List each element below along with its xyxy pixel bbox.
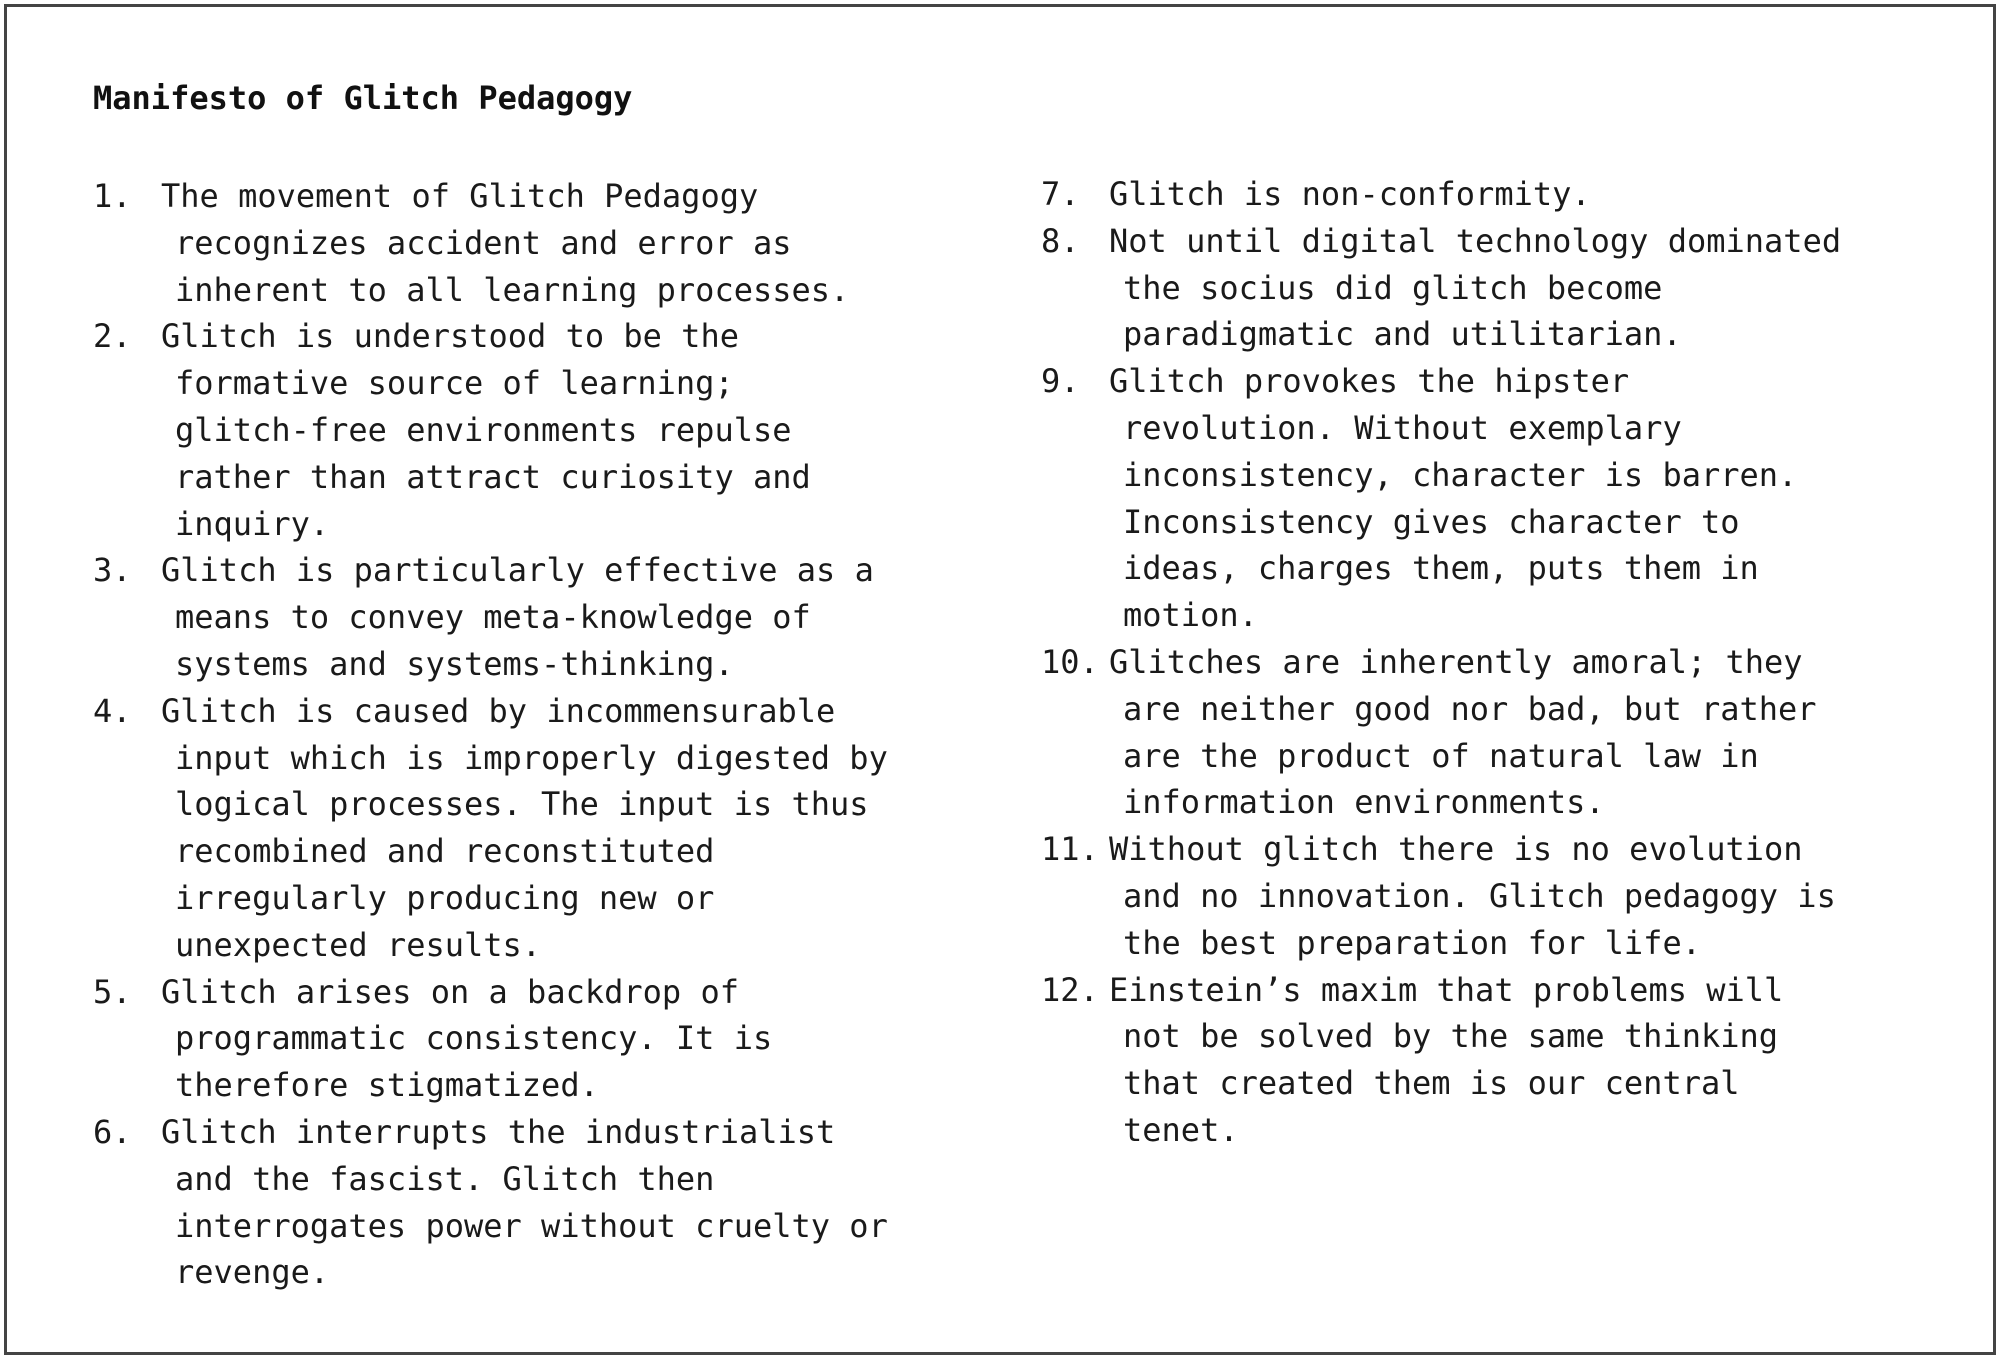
item-text [1109,171,1971,218]
item-line: not be solved by the same thinking [1123,1017,1779,1056]
item-line: inherent to all learning processes. [175,270,850,309]
item-number: 7. [1041,175,1080,213]
item-line: logical processes. The input is thus [175,785,869,824]
item-line: Inconsistency gives character to [1123,502,1740,541]
item-text [161,688,993,969]
manifesto-item [1041,358,1971,639]
item-line: systems and systems-thinking. [175,644,734,683]
item-number: 5. [93,972,132,1011]
item-line: rather than attract curiosity and [175,457,811,496]
item-text [1109,826,1971,966]
manifesto-item [93,969,993,1109]
item-line: and the fascist. Glitch then [175,1159,715,1198]
item-line: Glitch arises on a backdrop of [161,972,739,1011]
item-number: 8. [1041,221,1080,260]
left-column [93,173,993,1296]
manifesto-item [93,173,993,313]
item-line: motion. [1123,596,1258,635]
item-line: Glitch is particularly effective as a [161,551,874,590]
item-line: formative source of learning; [175,364,734,403]
item-line: The movement of Glitch Pedagogy [161,177,759,215]
item-line: Not until digital technology dominated [1109,221,1842,260]
item-line: Glitch is non-conformity. [1109,175,1591,213]
item-number: 10. [1041,642,1099,681]
item-line: paradigmatic and utilitarian. [1123,315,1682,354]
item-number: 6. [93,1112,132,1151]
item-line: therefore stigmatized. [175,1066,599,1105]
item-line: Glitch interrupts the industrialist [161,1112,836,1151]
item-line: Glitch is caused by incommensurable [161,691,836,730]
item-number: 4. [93,691,132,730]
item-line: inconsistency, character is barren. [1123,455,1798,494]
manifesto-item [1041,171,1971,218]
manifesto-item [93,688,993,969]
item-line: are the product of natural law in [1123,736,1759,775]
item-line: Glitches are inherently amoral; they [1109,642,1803,681]
item-line: revenge. [175,1253,330,1292]
document-frame [4,4,1996,1355]
manifesto-item [93,1109,993,1296]
item-text [1109,967,1971,1154]
manifesto-item [93,547,993,687]
item-number: 9. [1041,362,1080,401]
item-text [161,313,993,547]
item-line: inquiry. [175,504,330,543]
item-line: unexpected results. [175,925,542,964]
item-text [161,969,993,1109]
item-line: glitch-free environments repulse [175,410,792,449]
item-line: Glitch provokes the hipster [1109,362,1630,401]
item-text [161,173,993,313]
item-line: revolution. Without exemplary [1123,408,1682,447]
item-number: 3. [93,551,132,590]
item-line: programmatic consistency. It is [175,1019,773,1058]
item-line: Einstein’s maxim that problems will [1109,970,1784,1009]
manifesto-title: Manifesto of Glitch Pedagogy [93,79,633,117]
item-text [1109,218,1971,358]
item-line: the best preparation for life. [1123,923,1701,962]
item-text [1109,639,1971,826]
item-text [1109,358,1971,639]
item-line: ideas, charges them, puts them in [1123,549,1759,588]
item-number: 2. [93,317,132,356]
item-line: means to convey meta-knowledge of [175,598,811,637]
item-line: are neither good nor bad, but rather [1123,689,1817,728]
item-number: 1. [93,177,132,215]
item-line: information environments. [1123,783,1605,822]
item-line: and no innovation. Glitch pedagogy is [1123,876,1836,915]
right-column [1041,171,1971,1154]
item-line: recognizes accident and error as [175,223,792,262]
item-line: tenet. [1123,1110,1239,1149]
item-line: that created them is our central [1123,1064,1740,1103]
item-line: Glitch is understood to be the [161,317,739,356]
manifesto-item [1041,826,1971,966]
item-line: recombined and reconstituted [175,832,715,871]
manifesto-item [1041,218,1971,358]
manifesto-item [93,313,993,547]
item-line: interrogates power without cruelty or [175,1206,888,1245]
manifesto-item [1041,639,1971,826]
item-line: Without glitch there is no evolution [1109,830,1803,869]
manifesto-item [1041,967,1971,1154]
item-text [161,1109,993,1296]
item-number: 12. [1041,970,1099,1009]
item-number: 11. [1041,830,1099,869]
item-line: the socius did glitch become [1123,268,1663,307]
item-text [161,547,993,687]
item-line: irregularly producing new or [175,878,715,917]
item-line: input which is improperly digested by [175,738,888,777]
